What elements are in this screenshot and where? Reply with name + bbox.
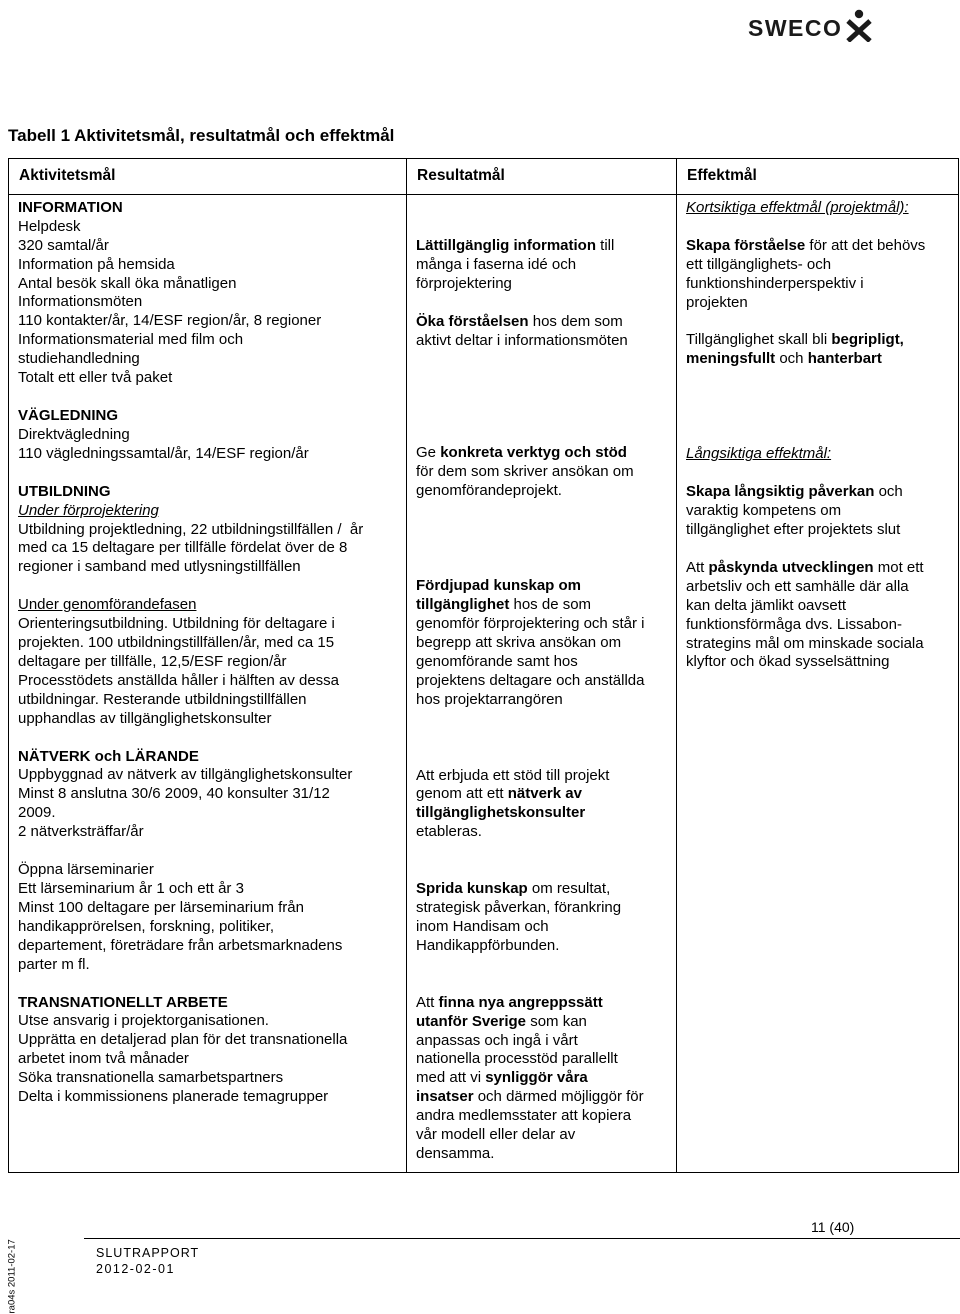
text-span: VÄGLEDNING — [18, 406, 119, 424]
text-span: synliggör våra — [485, 1069, 588, 1087]
header-resultatmal: Resultatmål — [407, 159, 677, 195]
header-effektmal: Effektmål — [677, 159, 959, 195]
text-span: tillgänglighetskonsulter — [416, 804, 586, 822]
spacer — [18, 577, 397, 596]
text-span: finna nya angreppssätt — [438, 993, 603, 1011]
text-line — [416, 1069, 667, 1088]
text-line — [18, 558, 397, 577]
text-span: och — [775, 350, 808, 368]
col-resultatmal — [407, 194, 677, 1172]
header-aktivitetsmal: Aktivitetsmål — [9, 159, 407, 195]
text-span: vår modell eller delar av — [416, 1126, 576, 1144]
text-line — [416, 482, 667, 501]
text-span: Totalt ett eller två paket — [18, 369, 173, 387]
text-span: Öka förståelsen — [416, 312, 529, 330]
text-line — [416, 899, 667, 918]
text-span: TRANSNATIONELLT ARBETE — [18, 993, 228, 1011]
text-span: andra medlemsstater att kopiera — [416, 1107, 632, 1125]
text-line — [416, 1088, 667, 1107]
text-line — [416, 1050, 667, 1069]
spacer — [686, 218, 949, 237]
text-line — [416, 823, 667, 842]
text-line — [18, 653, 397, 672]
section-title — [18, 748, 397, 767]
text-span: Information på hemsida — [18, 255, 175, 273]
text-line — [18, 350, 397, 369]
text-span: Minst 8 anslutna 30/6 2009, 40 konsulter 31/12 — [18, 785, 330, 803]
text-line — [686, 635, 949, 654]
text-span: funktionshinderperspektiv i — [686, 274, 864, 292]
text-span: Öppna lärseminarier — [18, 861, 154, 879]
text-line — [416, 880, 667, 899]
spacer — [416, 842, 667, 880]
text-line — [18, 899, 397, 918]
text-span: meningsfullt — [686, 350, 776, 368]
page-number: 11 (40) — [811, 1219, 855, 1235]
text-line — [416, 577, 667, 596]
text-span: Ge — [416, 444, 441, 462]
text-span: projekten. 100 utbildningstillfällen/år, med ca 15 — [18, 634, 335, 652]
footer-report: SLUTRAPPORT — [96, 1246, 200, 1260]
text-line — [416, 804, 667, 823]
text-span: strategisk påverkan, förankring — [416, 899, 622, 917]
text-span: utbildningar. Resterande utbildningstillfällen — [18, 690, 307, 708]
text-span: Delta i kommissionens planerade temagrupper — [18, 1088, 329, 1106]
text-span: INFORMATION — [18, 198, 123, 216]
text-line — [18, 615, 397, 634]
text-span: som kan — [526, 1012, 587, 1030]
table-title: Tabell 1 Aktivitetsmål, resultatmål och effektmål — [8, 126, 395, 145]
text-span: Helpdesk — [18, 217, 81, 235]
sweco-mark-icon — [844, 8, 874, 42]
text-span: 110 kontakter/år, 14/ESF region/år, 8 regioner — [18, 312, 322, 330]
spacer — [416, 199, 667, 237]
text-line — [416, 994, 667, 1013]
text-line — [416, 918, 667, 937]
text-line — [18, 293, 397, 312]
text-span: Att — [686, 558, 709, 576]
text-span: och — [874, 483, 903, 501]
text-span: Minst 100 deltagare per lärseminarium från — [18, 898, 304, 916]
section-title — [18, 407, 397, 426]
text-line — [18, 237, 397, 256]
text-span: arbetet inom två månader — [18, 1050, 189, 1068]
text-span: 2 nätverksträffar/år — [18, 823, 144, 841]
col-aktivitetsmal — [9, 194, 407, 1172]
text-line — [686, 521, 949, 540]
text-line — [686, 331, 949, 350]
text-line — [18, 1069, 397, 1088]
text-span: insatser — [416, 1088, 474, 1106]
text-line — [18, 521, 397, 540]
text-line — [416, 767, 667, 786]
table-header-row — [9, 159, 959, 195]
text-line — [416, 256, 667, 275]
text-line — [416, 332, 667, 351]
text-line — [18, 596, 397, 615]
text-span: deltagare per tillfälle, 12,5/ESF region/år — [18, 652, 287, 670]
text-span: genom att ett — [416, 785, 508, 803]
text-span: ett tillgänglighets- och — [686, 255, 832, 273]
text-line — [18, 1088, 397, 1107]
text-line — [416, 444, 667, 463]
text-span: Ett lärseminarium år 1 och ett år 3 — [18, 880, 244, 897]
text-span: 320 samtal/år — [18, 236, 109, 254]
text-line — [686, 559, 949, 578]
text-span: Tillgänglighet skall bli — [686, 331, 832, 349]
text-span: Under genomförandefasen — [18, 596, 197, 614]
spacer — [18, 729, 397, 748]
text-line — [18, 445, 397, 464]
text-line — [18, 275, 397, 294]
spacer — [416, 294, 667, 313]
text-line — [416, 596, 667, 615]
section-title — [18, 483, 397, 502]
text-span: Antal besök skall öka månatligen — [18, 274, 237, 292]
text-span: Kortsiktiga effektmål (projektmål): — [686, 198, 909, 216]
text-span: Utse ansvarig i projektorganisationen. — [18, 1012, 269, 1030]
text-span: till — [596, 236, 615, 254]
text-line — [18, 1012, 397, 1031]
text-span: med att vi — [416, 1069, 486, 1087]
text-span: Fördjupad kunskap om — [416, 577, 582, 595]
text-span: projektens deltagare och anställda — [416, 671, 645, 689]
text-span: Skapa förståelse — [686, 236, 806, 254]
text-span: 110 vägledningssamtal/år, 14/ESF region/år — [18, 444, 309, 462]
text-line — [686, 275, 949, 294]
text-line — [18, 539, 397, 558]
text-line — [18, 502, 397, 521]
text-span: projekten — [686, 293, 748, 311]
section-title — [686, 445, 949, 464]
text-line — [416, 1107, 667, 1126]
text-span: hos de som — [509, 596, 592, 614]
text-line — [686, 578, 949, 597]
text-line — [18, 256, 397, 275]
text-line — [686, 597, 949, 616]
text-span: handikapprörelsen, forskning, politiker, — [18, 917, 274, 935]
text-line — [686, 256, 949, 275]
text-span: UTBILDNING — [18, 482, 111, 500]
text-line — [686, 483, 949, 502]
text-line — [416, 691, 667, 710]
text-span: förprojektering — [416, 274, 512, 292]
text-span: tillgänglighet efter projektets slut — [686, 520, 901, 538]
text-line — [18, 369, 397, 388]
text-span: anpassas och ingå i vårt — [416, 1031, 578, 1049]
text-line — [18, 1050, 397, 1069]
text-line — [416, 313, 667, 332]
text-span: hos projektarrangören — [416, 690, 563, 708]
text-line — [416, 1145, 667, 1164]
text-span: parter m fl. — [18, 955, 90, 973]
text-span: hanterbart — [807, 350, 882, 368]
text-line — [18, 937, 397, 956]
spacer — [416, 710, 667, 767]
text-span: påskynda utvecklingen — [708, 558, 874, 576]
footer-date: 2012-02-01 — [96, 1262, 175, 1276]
text-line — [416, 1126, 667, 1145]
text-line — [686, 502, 949, 521]
text-span: och därmed möjliggör för — [473, 1088, 644, 1106]
text-span: många i faserna idé och — [416, 255, 577, 273]
text-line — [18, 823, 397, 842]
text-span: konkreta verktyg och stöd — [440, 444, 627, 462]
text-span: Utbildning projektledning, 22 utbildningstillfällen / år — [18, 520, 364, 538]
text-span: arbetsliv och ett samhälle där alla — [686, 577, 909, 595]
text-span: Att — [416, 993, 439, 1011]
text-line — [18, 312, 397, 331]
text-span: med ca 15 deltagare per tillfälle fördelat över de 8 — [18, 539, 348, 557]
text-line — [416, 785, 667, 804]
section-title — [18, 994, 397, 1013]
text-line — [416, 1032, 667, 1051]
text-line — [18, 918, 397, 937]
text-span: Informationsmöten — [18, 293, 143, 311]
spacer — [686, 312, 949, 331]
text-span: klyftor och ökad sysselsättning — [686, 653, 890, 671]
text-span: studiehandledning — [18, 350, 140, 368]
text-span: funktionsförmåga dvs. Lissabon- — [686, 615, 902, 633]
spacer — [686, 464, 949, 483]
spacer — [18, 464, 397, 483]
text-line — [18, 218, 397, 237]
section-title — [686, 199, 949, 218]
text-line — [686, 350, 949, 369]
text-line — [686, 653, 949, 672]
text-span: om resultat, — [527, 880, 611, 898]
table-body-row — [9, 194, 959, 1172]
text-span: varaktig kompetens om — [686, 502, 842, 520]
text-span: NÄTVERK och LÄRANDE — [18, 747, 199, 765]
text-span: departement, företrädare från arbetsmarknadens — [18, 936, 343, 954]
text-span: Upprätta en detaljerad plan för det transnationella — [18, 1031, 348, 1049]
text-line — [18, 804, 397, 823]
text-span: begripligt, — [831, 331, 904, 349]
text-span: genomförandeprojekt. — [416, 482, 562, 500]
text-span: Processtödets anställda håller i hälften av dessa — [18, 671, 340, 689]
sweco-logo — [748, 8, 874, 42]
text-span: för dem som skriver ansökan om — [416, 463, 634, 481]
text-line — [416, 275, 667, 294]
text-line — [18, 691, 397, 710]
text-span: Uppbyggnad av nätverk av tillgänglighetskonsulter — [18, 766, 353, 784]
text-line — [18, 710, 397, 729]
text-line — [18, 426, 397, 445]
col-effektmal — [677, 194, 959, 1172]
text-span: Långsiktiga effektmål: — [686, 445, 832, 463]
text-span: inom Handisam och — [416, 917, 549, 935]
text-span: Direktvägledning — [18, 425, 130, 443]
spacer — [686, 540, 949, 559]
text-span: regioner i samband med utlysningstillfällen — [18, 558, 301, 576]
text-span: genomför förprojektering och står i — [416, 614, 645, 632]
text-span: 2009. — [18, 804, 56, 822]
spacer — [416, 956, 667, 994]
spacer — [18, 842, 397, 861]
spacer — [18, 975, 397, 994]
text-line — [18, 766, 397, 785]
text-span: densamma. — [416, 1145, 495, 1162]
text-line — [416, 237, 667, 256]
text-line — [416, 615, 667, 634]
side-code: ra04s 2011-02-17 — [6, 1239, 18, 1314]
text-line — [18, 956, 397, 975]
text-span: Skapa långsiktig påverkan — [686, 483, 875, 501]
text-line — [416, 1013, 667, 1032]
footer-divider — [84, 1238, 960, 1239]
text-span: nationella processtöd parallellt — [416, 1050, 618, 1068]
text-span: Att erbjuda ett stöd till projekt — [416, 766, 610, 784]
text-line — [18, 785, 397, 804]
text-span: för att det behövs — [805, 236, 926, 254]
text-span: utanför Sverige — [416, 1012, 527, 1030]
text-line — [18, 634, 397, 653]
text-span: kan delta jämlikt oavsett — [686, 596, 847, 614]
text-line — [18, 672, 397, 691]
logo-text: SWECO — [748, 15, 843, 41]
text-span: genomförande samt hos — [416, 652, 578, 670]
spacer — [416, 350, 667, 444]
text-line — [416, 672, 667, 691]
spacer — [686, 369, 949, 445]
spacer — [18, 388, 397, 407]
section-title — [18, 199, 397, 218]
text-span: Lättillgänglig information — [416, 236, 596, 254]
text-span: Orienteringsutbildning. Utbildning för deltagare i — [18, 615, 335, 633]
text-line — [416, 634, 667, 653]
text-span: mot ett — [873, 558, 924, 576]
text-line — [18, 861, 397, 880]
text-span: upphandlas av tillgänglighetskonsulter — [18, 709, 272, 727]
spacer — [416, 501, 667, 577]
goals-table — [8, 158, 959, 1173]
text-span: Handikappförbunden. — [416, 936, 560, 954]
text-line — [18, 1031, 397, 1050]
text-span: Sprida kunskap — [416, 880, 528, 898]
text-span: strategins mål om minskade sociala — [686, 634, 924, 652]
text-span: hos dem som — [528, 312, 623, 330]
text-span: etableras. — [416, 823, 482, 841]
text-span: tillgänglighet — [416, 596, 510, 614]
text-line — [686, 237, 949, 256]
text-span: Under förprojektering — [18, 501, 159, 519]
text-span: begrepp att skriva ansökan om — [416, 633, 622, 651]
text-span: aktivt deltar i informationsmöten — [416, 331, 628, 349]
text-span: Informationsmaterial med film och — [18, 331, 244, 349]
text-line — [18, 880, 397, 899]
text-span: nätverk av — [507, 785, 582, 803]
text-span: Söka transnationella samarbetspartners — [18, 1069, 284, 1087]
text-line — [686, 294, 949, 313]
text-line — [416, 653, 667, 672]
text-line — [416, 937, 667, 956]
text-line — [416, 463, 667, 482]
text-line — [18, 331, 397, 350]
text-line — [686, 616, 949, 635]
